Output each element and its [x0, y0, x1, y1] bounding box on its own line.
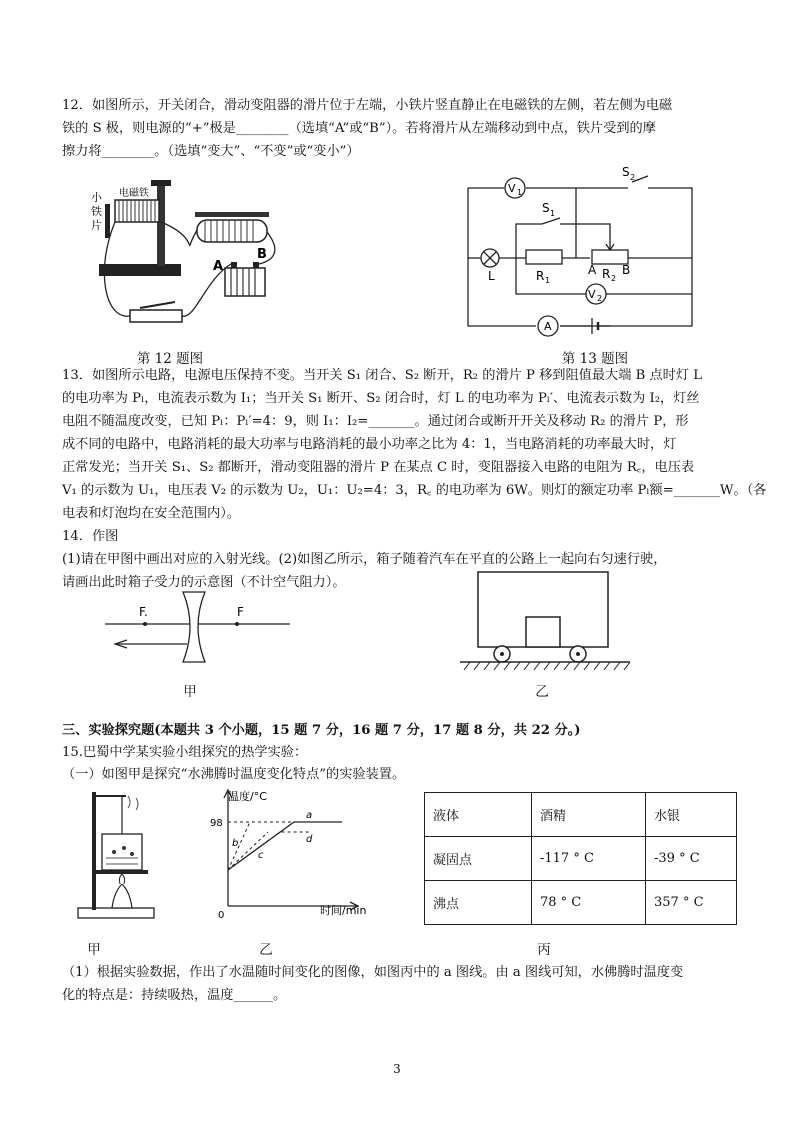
page-number: 3	[393, 1062, 401, 1076]
table-cell: 酒精	[532, 793, 646, 837]
s1-sub: 1	[550, 209, 556, 218]
table-cell: 78 ° C	[532, 881, 646, 925]
iron-label-3: 片	[91, 219, 102, 232]
q13-line-7: 电表和灯泡均在安全范围内）。	[62, 506, 241, 521]
table-cell: -39 ° C	[646, 837, 737, 881]
figure-15-apparatus	[72, 788, 162, 923]
liquid-properties-table	[424, 792, 737, 925]
q13-line-6: V₁ 的示数为 U₁，电压表 V₂ 的示数为 U₂，U₁：U₂=4：3，R꜀ 的电功率为 6W。则灯的额定功率 Pₗ额=_______W。（各	[62, 483, 767, 498]
s2-label: S	[622, 165, 630, 179]
s1-label: S	[542, 201, 550, 215]
q12-line-1: 12．如图所示，开关闭合，滑动变阻器的滑片位于左端，小铁片竖直静止在电磁铁的左侧，若左侧为电磁	[62, 98, 673, 113]
figure-13-caption: 第 13 题图	[561, 351, 629, 367]
q13-line-5: 正常发光；当开关 S₁、S₂ 都断开，滑动变阻器的滑片 P 在某点 C 时，变阻器接入电路的电阻为 R꜀，电压表	[62, 460, 695, 475]
q12-line-3: 擦力将________。（选填“变大”、“不变”或“变小”）	[62, 144, 360, 159]
terminal-b-label: B	[257, 247, 267, 262]
figure-14-jia-caption: 甲	[183, 684, 197, 700]
curve-label-a: a	[306, 810, 313, 821]
figure-15-yi-caption: 乙	[259, 942, 273, 958]
q14-line-2: 请画出此时箱子受力的示意图（不计空气阻力）。	[62, 575, 346, 590]
iron-label-2: 铁	[91, 205, 102, 218]
q13-line-2: 的电功率为 Pₗ，电流表示数为 I₁；当开关 S₁ 断开、S₂ 闭合时，灯 L 的电功率为 Pₗ′、电流表示数为 I₂，灯丝	[62, 391, 700, 406]
figure-15-bing-caption: 丙	[537, 942, 551, 958]
q13-line-4: 成不同的电路中，电路消耗的最大功率与电路消耗的最小功率之比为 4：1，当电路消耗的功率最大时，灯	[62, 437, 677, 452]
figure-14-lens	[105, 590, 295, 670]
table-row	[425, 793, 737, 837]
v1-sub: 1	[517, 188, 523, 197]
graph-ylabel: 温度/°C	[228, 790, 267, 803]
table-cell: 液体	[425, 793, 532, 837]
v1-label: V	[508, 182, 516, 195]
figure-14-yi-caption: 乙	[535, 684, 549, 700]
figure-15-jia-caption: 甲	[87, 942, 101, 958]
q14-title: 14．作图	[62, 529, 119, 544]
q12-line-2: 铁的 S 极，则电源的“+”极是________（选填“A”或“B”）。若将滑片从左端移动到中点，铁片受到的摩	[62, 121, 656, 136]
v2-label: V	[588, 288, 596, 301]
graph-xlabel: 时间/min	[320, 904, 367, 917]
q15-1-line-1: （1）根据实验数据，作出了水温随时间变化的图像，如图丙中的 a 图线。由 a 图线可知，水佛腾时温度变	[62, 965, 684, 980]
table-cell: 沸点	[425, 881, 532, 925]
r1-label: R	[536, 269, 545, 283]
table-cell: 凝固点	[425, 837, 532, 881]
iron-label-1: 小	[91, 191, 102, 204]
q13-line-1: 13．如图所示电路，电源电压保持不变。当开关 S₁ 闭合、S₂ 断开，R₂ 的滑片 P 移到阻值最大端 B 点时灯 L	[62, 368, 702, 383]
ammeter-label: A	[544, 320, 552, 333]
q13-line-3: 电阻不随温度改变，已知 Pₗ：Pₗ′=4：9，则 I₁：I₂=_______。通过闭合或断开开关及移动 R₂ 的滑片 P，形	[62, 414, 689, 429]
q15-1-line-2: 化的特点是：持续吸热，温度______。	[62, 988, 287, 1003]
graph-tick-98: 98	[210, 818, 223, 829]
figure-12-caption: 第 12 题图	[136, 351, 204, 367]
graph-origin: 0	[218, 910, 225, 921]
s2-sub: 2	[630, 173, 636, 182]
electromagnet-label: 电磁铁	[119, 188, 149, 199]
r2-sub: 2	[611, 274, 617, 283]
terminal-a-label: A	[213, 259, 224, 274]
figure-14-truck	[460, 572, 640, 677]
focus-right-label: F	[237, 605, 244, 619]
temperature-graph	[210, 788, 370, 928]
curve-label-b: b	[232, 838, 239, 849]
q15-part1: （一）如图甲是探究“水沸腾时温度变化特点”的实验装置。	[62, 767, 406, 782]
table-cell: -117 ° C	[532, 837, 646, 881]
curve-label-d: d	[306, 834, 313, 845]
r1-sub: 1	[545, 276, 551, 285]
r2-end-b-label: B	[622, 263, 631, 277]
figure-13-circuit	[460, 165, 700, 338]
section-3-heading: 三、实验探究题(本题共 3 个小题，15 题 7 分，16 题 7 分，17 题 8 分，共 22 分。)	[62, 723, 581, 738]
table-row	[425, 837, 737, 881]
table-cell: 357 ° C	[646, 881, 737, 925]
r2-end-a-label: A	[588, 263, 597, 277]
lamp-label: L	[488, 269, 495, 283]
curve-label-c: c	[258, 850, 264, 861]
table-row	[425, 881, 737, 925]
q15-title: 15.巴蜀中学某实验小组探究的热学实验：	[62, 745, 308, 760]
v2-sub: 2	[597, 294, 603, 303]
figure-12-apparatus	[85, 170, 285, 340]
q14-line-1: (1)请在甲图中画出对应的入射光线。(2)如图乙所示，箱子随着汽车在平直的公路上一起向右匀速行驶，	[62, 552, 667, 567]
focus-left-label: F.	[139, 605, 148, 619]
table-cell: 水银	[646, 793, 737, 837]
r2-label: R	[602, 267, 611, 281]
